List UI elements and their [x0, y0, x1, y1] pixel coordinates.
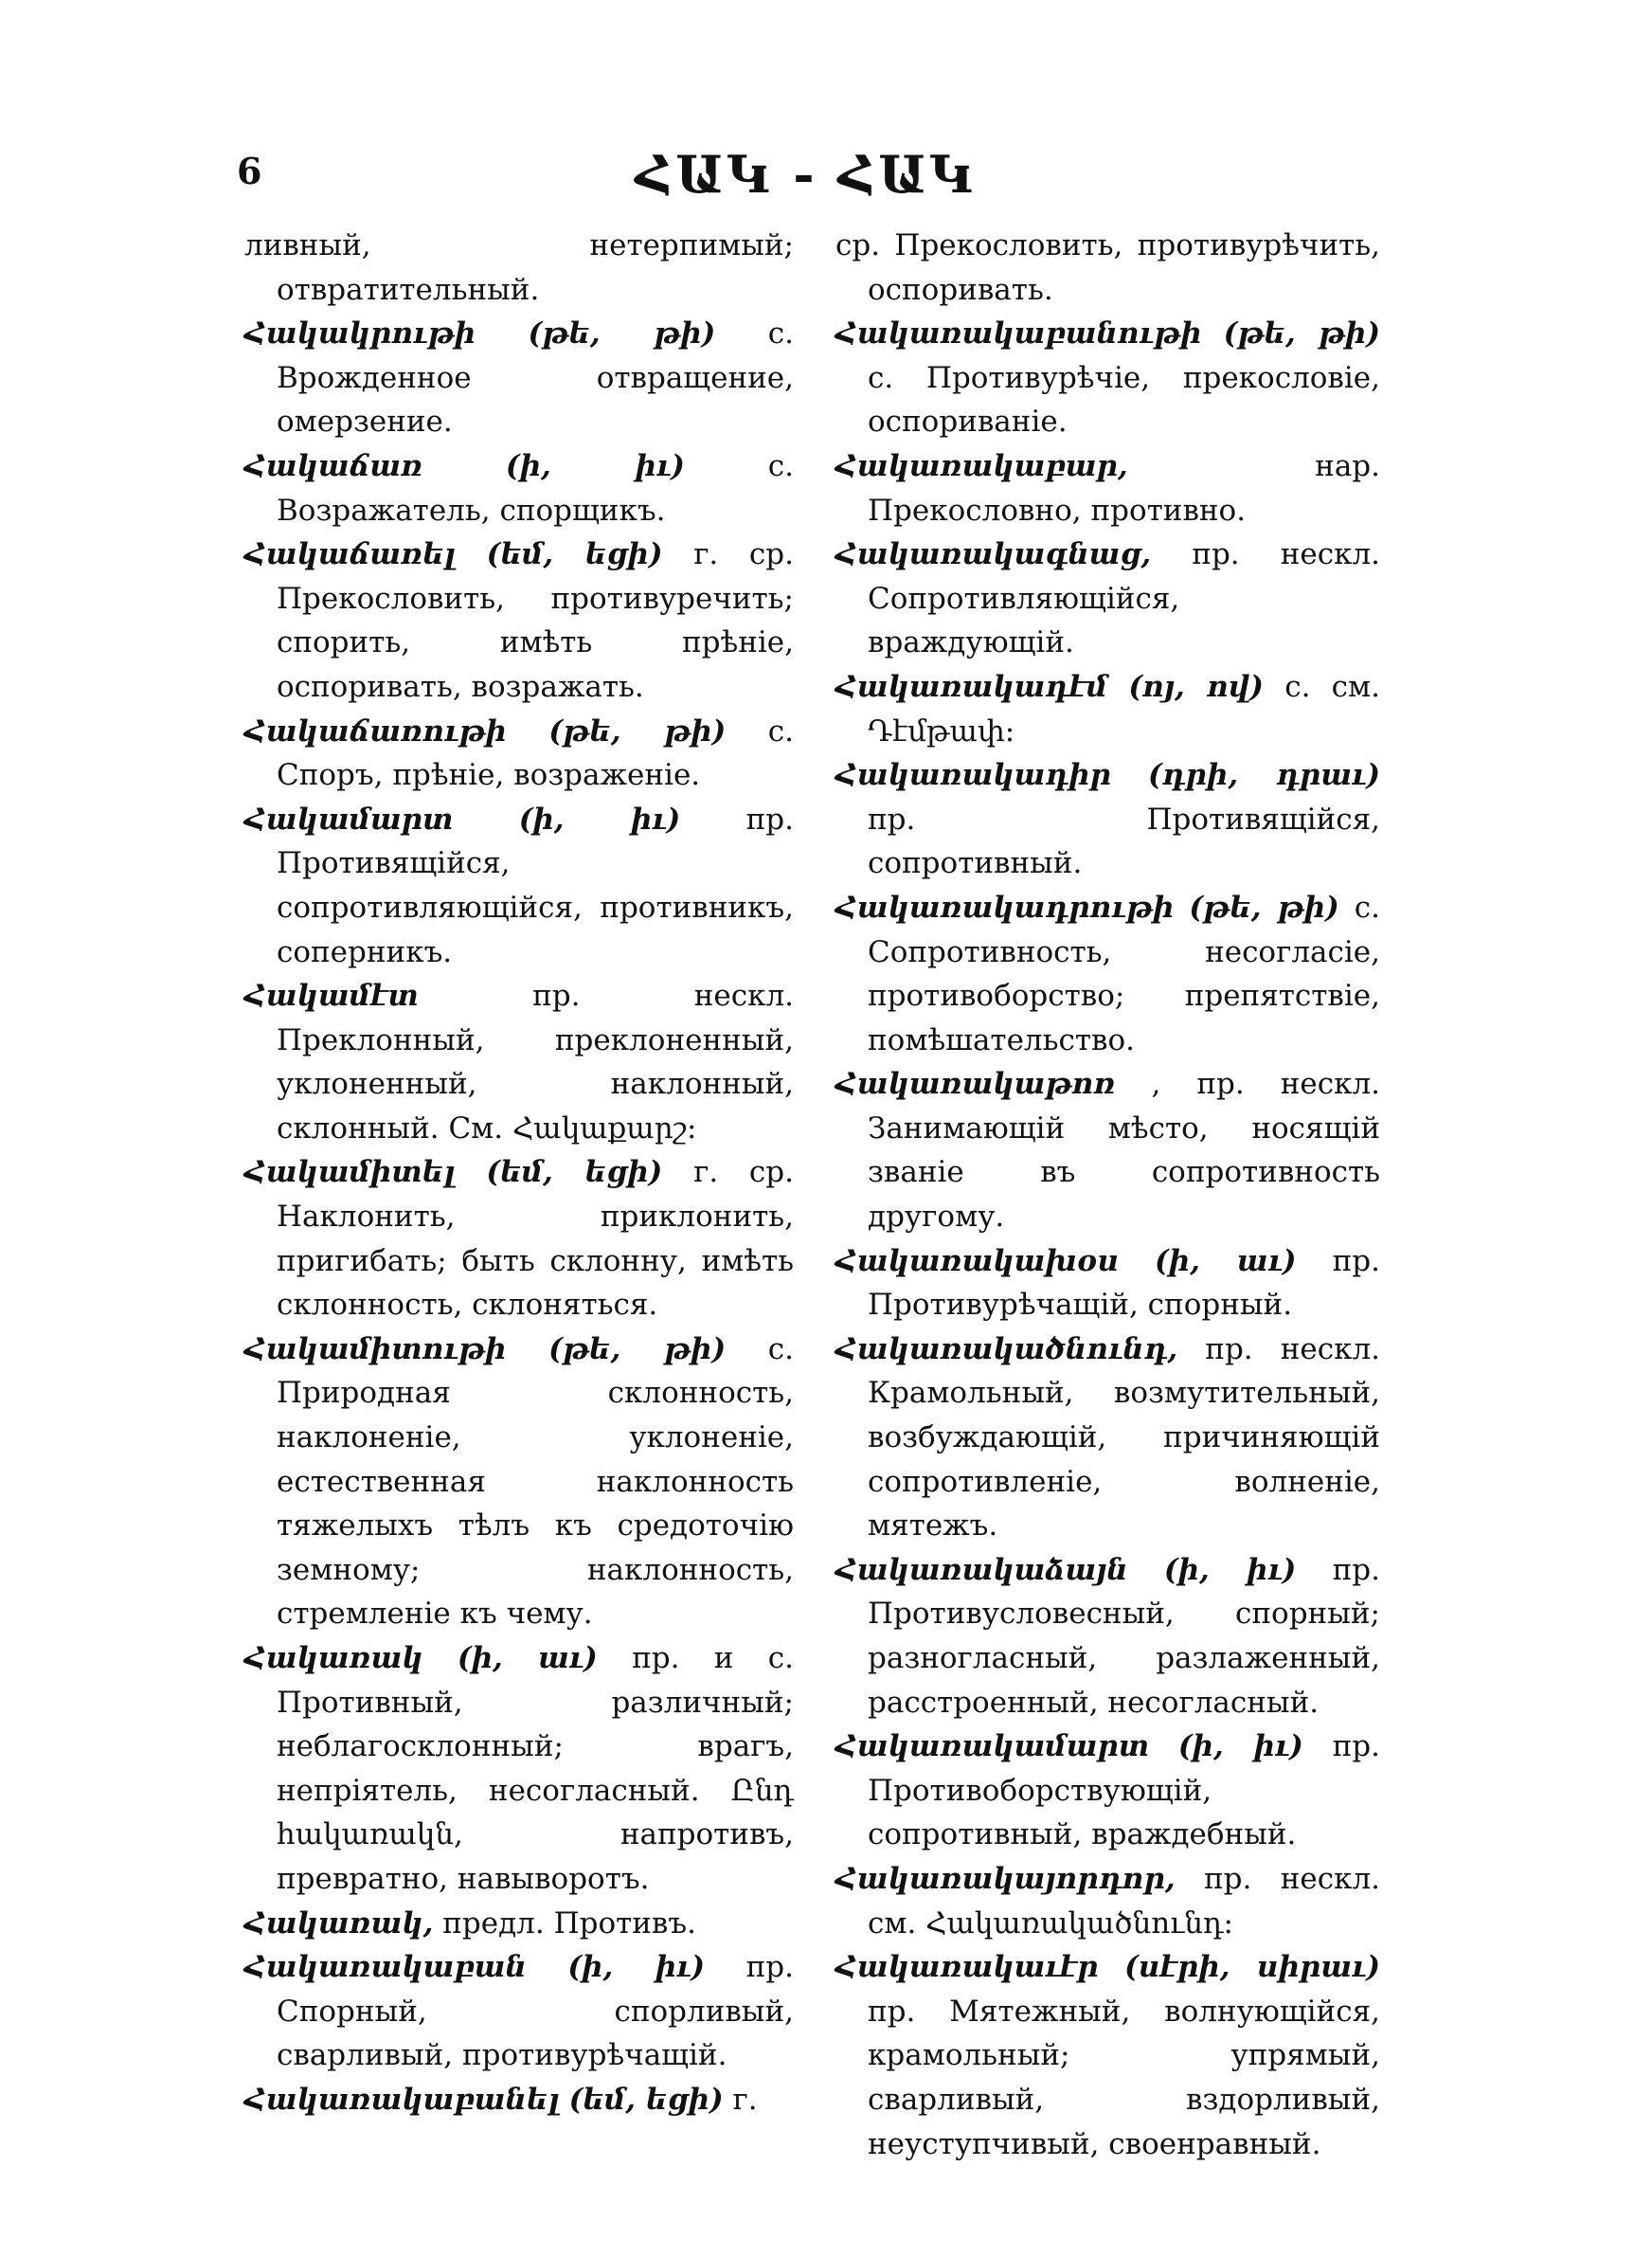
entry-definition: г. ср. Прекословить, противуречить; спорить, имѣть прѣнiе, оспоривать, возражать. — [277, 537, 794, 704]
entry-definition: с. Сопротивность, несогласiе, противоборство; препятствiе, помѣшательство. — [868, 890, 1381, 1057]
entry-definition: пр. нескл. Крамольный, возмутительный, возбуждающiй, причиняющiй сопротивленiе, волненiе, мятежъ. — [868, 1331, 1380, 1544]
dictionary-entry — [244, 798, 794, 974]
entry-definition: пр. нескл. Преклонный, преклоненный, уклоненный, наклонный, склонный. См. Հակաքարշ։ — [277, 979, 794, 1146]
entry-definition: предл. Противъ. — [442, 1905, 696, 1941]
entry-grammar: (թե, թի) — [548, 713, 727, 749]
entry-definition: г. ср. Наклонить, приклонить, пригибать; быть склонну, имѣть склонность, склоняться. — [277, 1155, 794, 1323]
entry-headword: Հակառակաբանութի — [835, 316, 1202, 352]
entry-grammar: (ի, իւ) — [567, 1950, 706, 1985]
entry-definition: пр. Противоборствующiй, сопротивный, враждебный. — [868, 1729, 1381, 1852]
entry-headword: Հակառակածնունդ, — [835, 1331, 1178, 1366]
dictionary-entry — [835, 1548, 1380, 1724]
dictionary-entry — [835, 753, 1380, 886]
dictionary-entry — [835, 1945, 1380, 2166]
dictionary-entry — [835, 312, 1380, 444]
dictionary-entry — [835, 665, 1380, 753]
dictionary-entry — [835, 1239, 1380, 1327]
entry-definition: с. Споръ, прѣнiе, возраженiе. — [277, 713, 794, 793]
entry-headword: Հակառակադրութի — [835, 890, 1175, 925]
dictionary-entry — [835, 886, 1380, 1062]
dictionary-entry — [244, 710, 794, 798]
entry-definition: ливный, нетерпимый; отвратительный. — [244, 228, 794, 307]
entry-headword: Հակաճառել — [244, 537, 457, 572]
entry-definition: с. Природная склонность, наклоненiе, уклоненiе, естественная наклонность тяжелыхъ тѣлъ къ средоточiю земному; наклонность, стремленiе къ чему. — [277, 1331, 794, 1632]
entry-headword: Հակառակաթոռ — [835, 1067, 1116, 1102]
entry-headword: Հակառակաբան — [244, 1950, 527, 1985]
page-number: 6 — [237, 150, 262, 192]
dictionary-entry — [835, 1327, 1380, 1548]
entry-headword: Հակառակաւէր — [835, 1950, 1099, 1985]
entry-headword: Հակառակախօս — [835, 1243, 1119, 1278]
dictionary-entry — [835, 1724, 1380, 1857]
dictionary-entry — [244, 224, 794, 312]
entry-definition: с. Врожденное отвращение, омерзение. — [277, 316, 794, 440]
entry-grammar: (ոյ, ով) — [1128, 669, 1264, 704]
dictionary-entry — [244, 1945, 794, 2078]
entry-headword: Հակաճառ — [244, 448, 423, 483]
entry-definition: пр. Противурѣчащiй, спорный. — [868, 1243, 1380, 1323]
entry-grammar: (ի, աւ) — [1154, 1243, 1297, 1278]
entry-headword: Հակառակամարտ — [835, 1729, 1150, 1764]
entry-definition: с. Возражатель, спорщикъ. — [277, 448, 794, 528]
entry-headword: Հակառակ — [244, 1641, 423, 1675]
dictionary-entry — [835, 1857, 1380, 1945]
entry-definition: пр. Противящiйся, сопротивляющiйся, противникъ, соперникъ. — [277, 802, 795, 969]
entry-grammar: (թե, թի) — [528, 316, 716, 352]
entry-grammar: (եմ, եցի) — [568, 2082, 724, 2117]
entry-definition: нар. Прекословно, противно. — [868, 448, 1380, 528]
entry-definition: с. см. Դէմթափ։ — [868, 669, 1380, 749]
dictionary-entry — [244, 444, 794, 533]
entry-grammar: (թե, թի) — [1223, 316, 1381, 352]
entry-headword: Հակամէտ — [244, 979, 419, 1014]
dictionary-entry — [835, 533, 1380, 665]
running-head: ՀԱԿ - ՀԱԿ — [635, 144, 976, 205]
dictionary-entry — [244, 2078, 794, 2122]
entry-definition: ср. Прекословить, противурѣчить, оспоривать. — [835, 228, 1380, 307]
entry-grammar: (ի, իւ) — [505, 448, 685, 483]
dictionary-entry — [835, 1062, 1380, 1238]
entry-definition: пр. Мятежный, волнующiйся, крамольный; упрямый, сварливый, вздорливый, неуступчивый, своенравный. — [868, 1994, 1380, 2161]
entry-headword: Հակառակագնաց, — [835, 537, 1152, 572]
dictionary-entry — [244, 1902, 794, 1946]
entry-headword: Հակամարտ — [244, 802, 454, 837]
dictionary-entry — [244, 974, 794, 1150]
entry-grammar: (դրի, դրաւ) — [1147, 758, 1380, 793]
entry-grammar: (թե, թի) — [1189, 890, 1339, 925]
entry-definition: , пр. нескл. Занимающiй мѣсто, носящiй званiе въ сопротивность другому. — [868, 1067, 1380, 1235]
entry-grammar: (եմ, եցի) — [486, 1155, 663, 1190]
entry-definition: пр. Противусловесный, спорный; разногласный, разлаженный, расстроенный, несогласный. — [868, 1552, 1381, 1720]
dictionary-entry — [244, 1327, 794, 1636]
dictionary-entry — [244, 312, 794, 444]
entry-grammar: (եմ, եցի) — [486, 537, 663, 572]
entry-headword: Հակառակ, — [244, 1905, 434, 1941]
entry-grammar: (թե, թի) — [548, 1331, 727, 1366]
entry-headword: Հակաճառութի — [244, 713, 507, 749]
entry-definition: пр. Противящiйся, сопротивный. — [868, 802, 1380, 881]
entry-definition: пр. Спорный, спорливый, сварливый, противурѣчащiй. — [277, 1950, 794, 2073]
entry-headword: Հակառակաբանել — [244, 2082, 560, 2117]
entry-definition: с. Противурѣчiе, прекословiе, оспориванiе. — [868, 360, 1380, 440]
entry-grammar: (ի, իւ) — [1163, 1552, 1297, 1587]
entry-headword: Հակառակադիր — [835, 758, 1111, 793]
entry-definition: пр. и с. Противный, различный; неблагосклонный; врагъ, непрiятель, несогласный. Ընդ հակառակն, напротивъ, превратно, навыворотъ. — [277, 1641, 795, 1896]
entry-headword: Հակառակաբար, — [835, 448, 1128, 483]
dictionary-entry — [244, 533, 794, 709]
entry-definition: пр. нескл. Сопротивляющiйся, враждующiй. — [868, 537, 1380, 660]
dictionary-entry — [244, 1636, 794, 1902]
dictionary-entry — [835, 224, 1380, 312]
left-column — [244, 224, 794, 2122]
entry-grammar: (ի, աւ) — [457, 1641, 598, 1675]
entry-headword: Հակամիտութի — [244, 1331, 507, 1366]
dictionary-entry — [835, 444, 1380, 533]
entry-headword: Հակառակաձայն — [835, 1552, 1128, 1587]
right-column — [835, 224, 1380, 2166]
page-header — [237, 144, 1374, 216]
entry-grammar: (ի, իւ) — [518, 802, 681, 837]
entry-headword: Հակակրութի — [244, 316, 476, 352]
entry-grammar: (ի, իւ) — [1177, 1729, 1303, 1764]
entry-grammar: (սէրի, սիրաւ) — [1124, 1950, 1380, 1985]
entry-definition: г. — [732, 2082, 758, 2117]
entry-headword: Հակառակադէմ — [835, 669, 1108, 704]
entry-headword: Հակառակայորդոր, — [835, 1861, 1176, 1896]
entry-definition: пр. нескл. см. Հակառակածնունդ։ — [868, 1861, 1380, 1941]
dictionary-entry — [244, 1150, 794, 1327]
entry-headword: Հակամիտել — [244, 1155, 456, 1190]
